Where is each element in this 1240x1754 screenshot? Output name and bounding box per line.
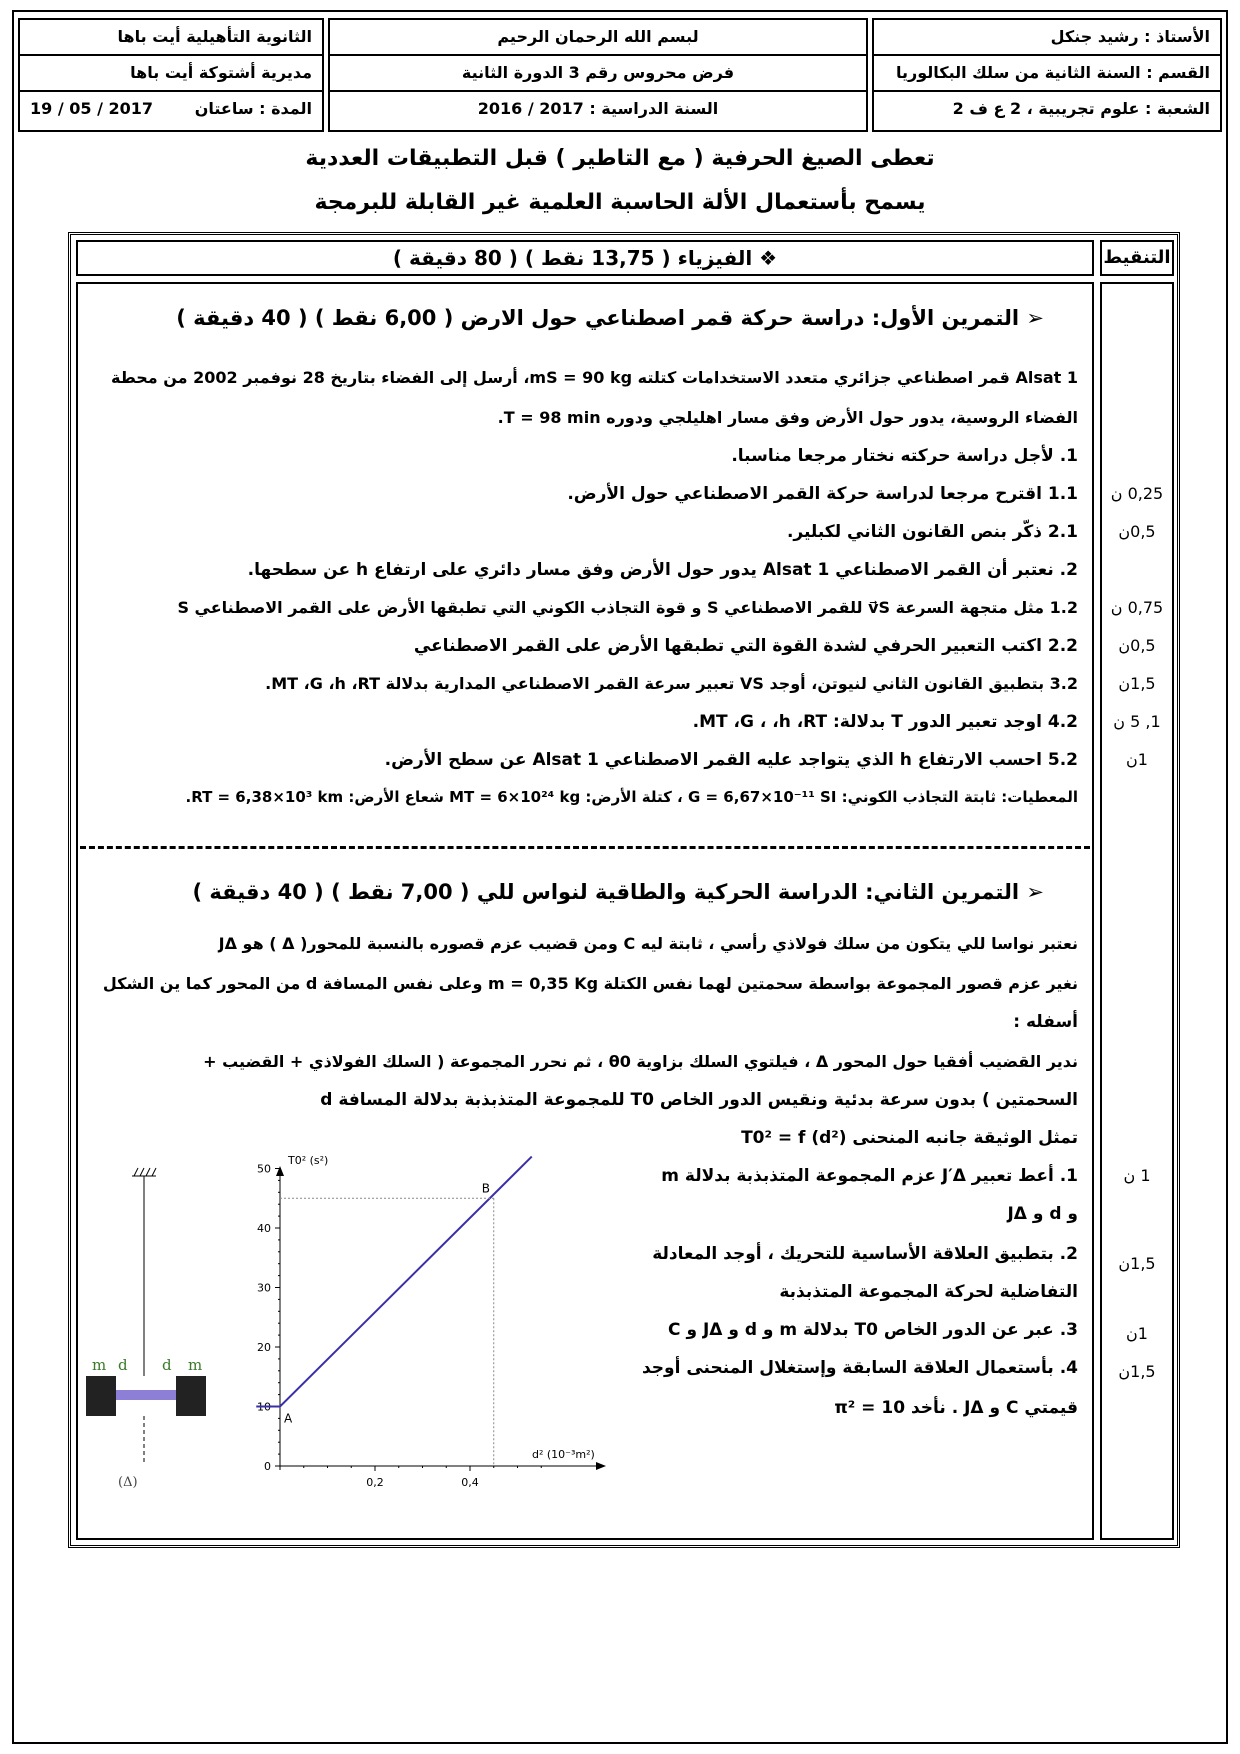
- score-ex2-q1: 1 ن: [1123, 1166, 1151, 1185]
- header-school-box: [18, 18, 324, 132]
- label-m-left: m: [92, 1356, 107, 1374]
- score-q2-3: 1,5ن: [1118, 674, 1156, 693]
- exercise-divider: [80, 846, 1090, 849]
- ex2-p4: ندير القضيب أفقيا حول المحور Δ ، فيلتوي السلك بزاوية θ0 ، ثم نحرر المجموعة ( السلك الفولاذي + القضيب +: [203, 1052, 1078, 1071]
- ex1-q2-3: 3.2 بتطبيق القانون الثاني لنيوتن، أوجد VS تعبير سرعة القمر الاصطناعي المدارية بدلالة MT ،G ،h ،RT.: [265, 674, 1078, 693]
- header-exam-box: [328, 18, 868, 132]
- school-year: السنة الدراسية : 2017 / 2016: [477, 99, 719, 118]
- branch: الشعبة : علوم تجريبية ، 2 ع ف 2: [952, 99, 1210, 118]
- ex2-q4-cont: قيمتي C و JΔ . نأخد 10 = π²: [834, 1398, 1078, 1418]
- ex1-q1-1: 1.1 اقترح مرجعا لدراسة حركة القمر الاصطناعي حول الأرض.: [567, 484, 1078, 504]
- instruction-2: يسمح بأستعمال الألة الحاسبة العلمية غير القابلة للبرمجة: [314, 190, 926, 215]
- ex2-q2-cont: التفاضلية لحركة المجموعة المتذبذبة: [779, 1282, 1078, 1302]
- ceiling-hatch-icon: [132, 1168, 156, 1176]
- label-m-right: m: [188, 1356, 203, 1374]
- directorate: مديرية أشتوكة أيت باها: [20, 56, 322, 92]
- y-tick-label: 30: [257, 1281, 271, 1295]
- x-tick-label: 0,4: [461, 1476, 479, 1489]
- exam-date: 19 / 05 / 2017: [30, 99, 154, 118]
- school: الثانوية التأهيلية أيت باها: [20, 20, 322, 56]
- instruction-1: تعطى الصيغ الحرفية ( مع التاطير ) قبل التطبيقات العددية: [305, 146, 935, 171]
- ex1-intro-1: Alsat 1 قمر اصطناعي جزائري متعدد الاستخدامات كتلته mS = 90 kg، أرسل إلى الفضاء بتاريخ 28 نوفمبر 2002 من محطة: [110, 368, 1078, 387]
- y-tick-label: 40: [257, 1222, 271, 1235]
- point-label-a: A: [284, 1411, 293, 1426]
- y-tick-label: 10: [257, 1400, 271, 1414]
- score-header: التنقيط: [1100, 240, 1174, 276]
- y-axis-label: T0² (s²): [288, 1154, 329, 1167]
- duration-row: [20, 92, 322, 128]
- duration: المدة : ساعتان: [194, 99, 312, 118]
- exam-title: فرض محروس رقم 3 الدورة الثانية: [330, 56, 866, 92]
- score-q2-4: 1, 5 ن: [1113, 712, 1161, 731]
- ex2-q1: 1. أعط تعبير J′Δ عزم المجموعة المتذبذبة بدلالة m: [661, 1166, 1078, 1186]
- ex2-q3: 3. عبر عن الدور الخاص T0 بدلالة m و d و JΔ و C: [668, 1320, 1078, 1340]
- ex1-q1-2: 2.1 ذكّر بنص القانون الثاني لكبلير.: [786, 522, 1078, 542]
- ex2-q1-cont: و d و JΔ: [1007, 1204, 1078, 1224]
- ex1-q2: 2. نعتبر أن القمر الاصطناعي Alsat 1 يدور حول الأرض وفق مسار دائري على ارتفاع h عن سطحها.: [247, 560, 1078, 580]
- score-ex2-q3: 1ن: [1126, 1324, 1148, 1343]
- torsion-pendulum-figure: [80, 1164, 240, 1494]
- score-q1-1: 0,25 ن: [1110, 484, 1164, 503]
- ex1-data: المعطيات: ثابتة التجاذب الكوني: G = 6,67×10⁻¹¹ SI ، كتلة الأرض: MT = 6×10²⁴ kg شعاع الأرض: RT = 6,38×10³ km.: [185, 788, 1078, 806]
- ex2-title: ➢ التمرين الثاني: الدراسة الحركية والطاقية لنواس للي ( 7,00 نقط ) ( 40 دقيقة ): [192, 880, 1044, 904]
- ex1-title: ➢ التمرين الأول: دراسة حركة قمر اصطناعي حول الارض ( 6,00 نقط ) ( 40 دقيقة ): [176, 306, 1044, 330]
- ex1-intro-2: الفضاء الروسية، يدور حول الأرض وفق مسار اهليلجي ودوره T = 98 min.: [497, 408, 1078, 427]
- label-d-left: d: [118, 1356, 128, 1374]
- rod: [116, 1390, 176, 1400]
- y-tick-label: 0: [264, 1460, 271, 1473]
- series-line: [256, 1157, 532, 1407]
- header-teacher-box: [872, 18, 1222, 132]
- ex1-q2-1: 1.2 مثل متجهة السرعة v⃗S للقمر الاصطناعي S و قوة التجاذب الكوني التي تطبقها الأرض على القمر الاصطناعي S: [177, 598, 1078, 617]
- ex2-p1: نعتبر نواسا للي يتكون من سلك فولاذي رأسي ، ثابتة ليه C ومن قضيب عزم قصوره بالنسبة للمحور( Δ ) هو JΔ: [218, 934, 1078, 953]
- ex2-q2: 2. بتطبيق العلاقة الأساسية للتحريك ، أوجد المعادلة: [652, 1244, 1078, 1264]
- score-ex2-q4: 1,5ن: [1118, 1362, 1156, 1381]
- ex1-q2-4: 4.2 اوجد تعبير الدور T بدلالة: MT ،G ، ،h ،RT.: [692, 712, 1078, 732]
- ex1-q2-5: 5.2 احسب الارتفاع h الذي يتواجد عليه القمر الاصطناعي Alsat 1 عن سطح الأرض.: [384, 750, 1078, 770]
- score-q1-2: 0,5ن: [1118, 522, 1156, 541]
- ex2-p5: السحمتين ) بدون سرعة بدئية ونقيس الدور الخاص T0 للمجموعة المتذبذبة بدلالة المسافة d: [320, 1090, 1078, 1110]
- basmala: لبسم الله الرحمان الرحيم: [330, 20, 866, 56]
- axis-label: (Δ): [118, 1475, 138, 1490]
- ex1-q2-2: 2.2 اكتب التعبير الحرفي لشدة القوة التي تطبقها الأرض على القمر الاصطناعي: [413, 636, 1078, 656]
- mass-left: [86, 1376, 116, 1416]
- score-column: [1100, 282, 1174, 1540]
- label-d-right: d: [162, 1356, 172, 1374]
- y-tick-label: 50: [257, 1162, 271, 1176]
- ex1-q1: 1. لأجل دراسة حركته نختار مرجعا مناسبا.: [731, 446, 1078, 466]
- mass-right: [176, 1376, 206, 1416]
- x-axis-arrow: [596, 1462, 606, 1470]
- ex2-q4: 4. بأستعمال العلاقة السابقة وإستغلال المنحنى أوجد: [641, 1358, 1078, 1378]
- score-q2-1: 0,75 ن: [1110, 598, 1164, 617]
- x-axis-label: d² (10⁻³m²): [532, 1448, 595, 1461]
- y-axis-arrow: [276, 1166, 284, 1176]
- x-tick-label: 0,2: [366, 1476, 384, 1489]
- score-ex2-q2: 1,5ن: [1118, 1254, 1156, 1273]
- teacher: الأستاذ : رشيد جنكل: [874, 20, 1220, 56]
- ex2-p2: نغير عزم قصور المجموعة بواسطة سحمتين لهما نفس الكتلة m = 0,35 Kg وعلى نفس المسافة d من المحور كما ين الشكل: [102, 974, 1078, 993]
- class: القسم : السنة الثانية من سلك البكالوريا: [874, 56, 1220, 92]
- section-title: ❖ الفيزياء ( 13,75 نقط ) ( 80 دقيقة ): [76, 240, 1094, 276]
- score-q2-5: 1ن: [1126, 750, 1148, 769]
- ex2-p3: أسفله :: [1013, 1012, 1078, 1032]
- ex2-p6: تمثل الوثيقة جانبه المنحنى T0² = f (d²): [741, 1128, 1078, 1148]
- t0-squared-vs-d-squared-chart: [250, 1150, 640, 1510]
- score-q2-2: 0,5ن: [1118, 636, 1156, 655]
- point-label-b: B: [481, 1181, 490, 1196]
- y-tick-label: 20: [257, 1341, 271, 1354]
